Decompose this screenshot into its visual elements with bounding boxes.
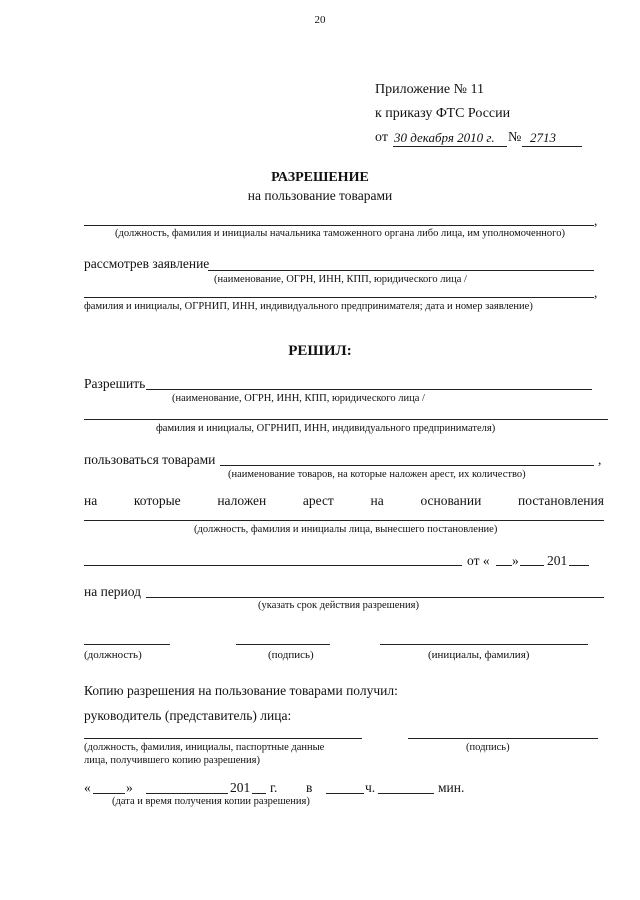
position-signature-line[interactable] — [84, 644, 170, 645]
appendix-line-2: к приказу ФТС России — [375, 106, 511, 121]
period-field-caption: (указать срок действия разрешения) — [258, 600, 419, 611]
appendix-line-3-prefix: от — [375, 130, 388, 145]
receipt-year-prefix: 201 — [230, 780, 251, 795]
resolution-year-prefix: 201 — [547, 553, 568, 568]
resolution-date-close-quote: » — [512, 553, 519, 568]
receipt-year-line[interactable] — [252, 793, 266, 794]
application-label: рассмотрев заявление — [84, 256, 210, 271]
page-number: 20 — [314, 14, 326, 26]
receiver-details-caption-1: (должность, фамилия, инициалы, паспортные данные — [84, 742, 325, 753]
period-field-line[interactable] — [146, 597, 604, 598]
resolution-official-caption: (должность, фамилия и инициалы лица, вынесшего постановление) — [194, 524, 498, 535]
official-field-line[interactable] — [84, 225, 594, 226]
receipt-date-open-quote: « — [84, 780, 91, 795]
receipt-datetime-caption: (дата и время получения копии разрешения) — [112, 796, 310, 807]
goods-field-comma: , — [598, 452, 602, 467]
initials-caption: (инициалы, фамилия) — [428, 649, 530, 661]
basis-word: наложен — [217, 493, 267, 508]
receiver-details-line[interactable] — [84, 738, 362, 739]
official-field-caption: (должность, фамилия и инициалы начальника таможенного органа либо лица, им уполномоченного) — [115, 228, 565, 239]
resolution-number-line[interactable] — [84, 565, 462, 566]
document-subtitle: на пользование товарами — [247, 188, 393, 203]
goods-field-line[interactable] — [220, 465, 594, 466]
appendix-line-1: Приложение № 11 — [375, 82, 484, 97]
basis-word: основании — [420, 493, 482, 508]
receipt-minutes-suffix: мин. — [438, 780, 465, 795]
goods-field-caption: (наименование товаров, на которые наложен арест, их количество) — [228, 469, 526, 480]
permit-field-line[interactable] — [146, 389, 592, 390]
permit-field-caption-2: фамилия и инициалы, ОГРНИП, ИНН, индивидуального предпринимателя) — [156, 423, 496, 434]
receipt-time-at: в — [306, 780, 313, 795]
position-caption: (должность) — [84, 649, 142, 661]
resolution-basis-line — [84, 493, 604, 509]
application-field-line[interactable] — [208, 270, 594, 271]
receipt-date-close-quote: » — [126, 780, 133, 795]
receipt-year-suffix: г. — [270, 780, 278, 795]
basis-word: на — [84, 493, 98, 508]
resolution-day-line[interactable] — [496, 565, 512, 566]
signature-caption: (подпись) — [268, 649, 314, 661]
resolution-year-line[interactable] — [569, 565, 589, 566]
resolution-official-line[interactable] — [84, 520, 604, 521]
appendix-date-underline — [393, 146, 507, 147]
basis-word: арест — [302, 493, 334, 508]
appendix-number: 2713 — [530, 130, 556, 145]
receipt-month-line[interactable] — [146, 793, 228, 794]
receipt-heading: Копию разрешения на пользование товарами получил: — [84, 683, 398, 698]
use-goods-label: пользоваться товарами — [84, 452, 216, 467]
appendix-number-sign: № — [508, 130, 522, 145]
initials-signature-line[interactable] — [380, 644, 588, 645]
application-field-caption: (наименование, ОГРН, ИНН, КПП, юридического лица / — [214, 274, 467, 285]
permit-label: Разрешить — [84, 376, 146, 391]
period-label: на период — [84, 584, 142, 599]
receiver-signature-caption: (подпись) — [466, 742, 510, 753]
receipt-representative-label: руководитель (представитель) лица: — [84, 708, 292, 723]
application-field-caption-2: фамилия и инициалы, ОГРНИП, ИНН, индивидуального предпринимателя; дата и номер заявление) — [84, 301, 533, 312]
application-field-line-2[interactable] — [84, 297, 594, 298]
appendix-number-underline — [522, 146, 582, 147]
receiver-details-caption-2: лица, получившего копию разрешения) — [84, 755, 260, 766]
receiver-signature-line[interactable] — [408, 738, 598, 739]
decision-heading: РЕШИЛ: — [288, 343, 352, 359]
receipt-hours-line[interactable] — [326, 793, 364, 794]
receipt-day-line[interactable] — [93, 793, 125, 794]
basis-word: постановления — [518, 493, 604, 508]
signature-line[interactable] — [236, 644, 330, 645]
resolution-month-line[interactable] — [520, 565, 544, 566]
receipt-hours-suffix: ч. — [365, 780, 376, 795]
basis-word: на — [370, 493, 384, 508]
receipt-minutes-line[interactable] — [378, 793, 434, 794]
document-title: РАЗРЕШЕНИЕ — [271, 170, 369, 185]
official-field-comma: , — [594, 213, 598, 228]
application-field-comma: , — [594, 285, 598, 300]
permit-field-caption: (наименование, ОГРН, ИНН, КПП, юридического лица / — [172, 393, 425, 404]
basis-word: которые — [133, 493, 181, 508]
resolution-date-from: от « — [467, 553, 490, 568]
appendix-date: 30 декабря 2010 г. — [394, 130, 495, 145]
permit-field-line-2[interactable] — [84, 419, 608, 420]
